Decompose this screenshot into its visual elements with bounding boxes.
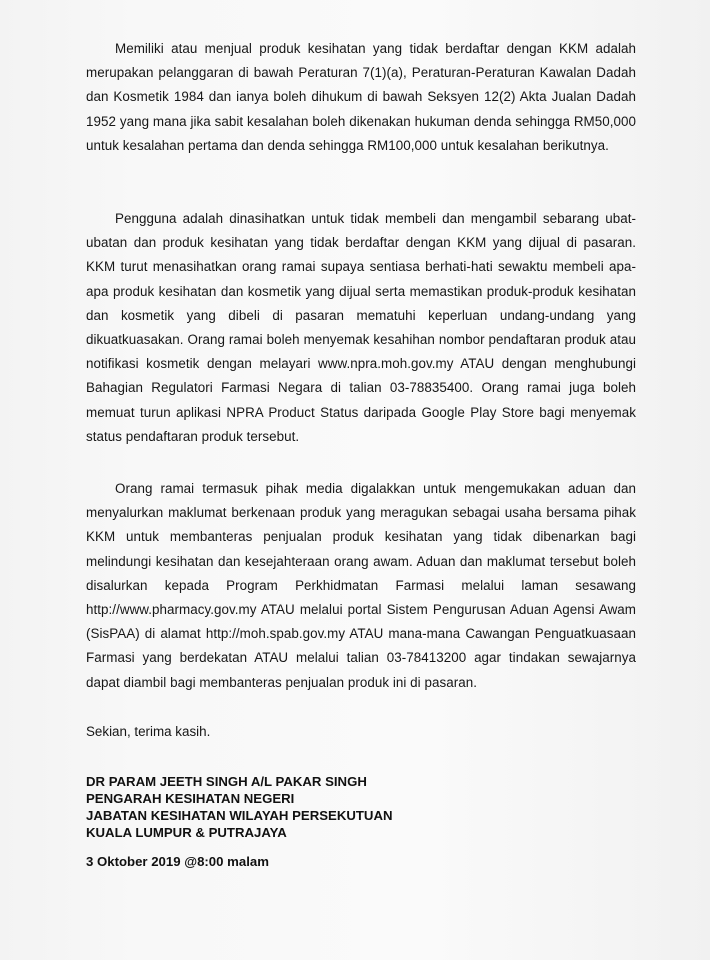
- document-date: 3 Oktober 2019 @8:00 malam: [86, 854, 269, 869]
- signatory-name: DR PARAM JEETH SINGH A/L PAKAR SINGH: [86, 774, 367, 789]
- paragraph-consumer-advice: Pengguna adalah dinasihatkan untuk tidak membeli dan mengambil sebarang ubat-ubatan dan produk kesihatan yang tidak berdaftar dengan KKM yang dijual di pasaran. KKM turut menasihatkan orang ramai supaya sentiasa berhati-hati sewaktu membeli apa-apa produk kesihatan dan kosmetik yang dijual serta memastikan produk-produk kesihatan dan kosmetik yang dibeli di pasaran mematuhi keperluan undang-undang yang dikuatkuasakan. Orang ramai boleh menyemak kesahihan nombor pendaftaran produk atau notifikasi kosmetik dengan melayari www.npra.moh.gov.my ATAU dengan menghubungi Bahagian Regulatori Farmasi Negara di talian 03-78835400. Orang ramai juga boleh memuat turun aplikasi NPRA Product Status daripada Google Play Store bagi menyemak status pendaftaran produk tersebut.: [86, 211, 636, 444]
- signatory-department: JABATAN KESIHATAN WILAYAH PERSEKUTUAN: [86, 808, 393, 823]
- signature-block: [86, 773, 393, 841]
- closing-remark: Sekian, terima kasih.: [86, 724, 211, 739]
- paragraph-legal-penalty: Memiliki atau menjual produk kesihatan yang tidak berdaftar dengan KKM adalah merupakan pelanggaran di bawah Peraturan 7(1)(a), Peraturan-Peraturan Kawalan Dadah dan Kosmetik 1984 dan ianya boleh dihukum di bawah Seksyen 12(2) Akta Jualan Dadah 1952 yang mana jika sabit kesalahan boleh dikenakan hukuman denda sehingga RM50,000 untuk kesalahan pertama dan denda sehingga RM100,000 untuk kesalahan berikutnya.: [86, 41, 636, 153]
- paragraph-complaint-channels: Orang ramai termasuk pihak media digalakkan untuk mengemukakan aduan dan menyalurkan maklumat berkenaan produk yang meragukan sebagai usaha bersama pihak KKM untuk membanteras penjualan produk kesihatan yang tidak dibenarkan bagi melindungi kesihatan dan kesejahteraan orang awam. Aduan dan maklumat tersebut boleh disalurkan kepada Program Perkhidmatan Farmasi melalui laman sesawang http://www.pharmacy.gov.my ATAU melalui portal Sistem Pengurusan Aduan Agensi Awam (SisPAA) di alamat http://moh.spab.gov.my ATAU mana-mana Cawangan Penguatkuasaan Farmasi yang berdekatan ATAU melalui talian 03-78413200 agar tindakan sewajarnya dapat diambil bagi membanteras penjualan produk ini di pasaran.: [86, 481, 636, 690]
- signatory-location: KUALA LUMPUR & PUTRAJAYA: [86, 825, 287, 840]
- signatory-title: PENGARAH KESIHATAN NEGERI: [86, 791, 295, 806]
